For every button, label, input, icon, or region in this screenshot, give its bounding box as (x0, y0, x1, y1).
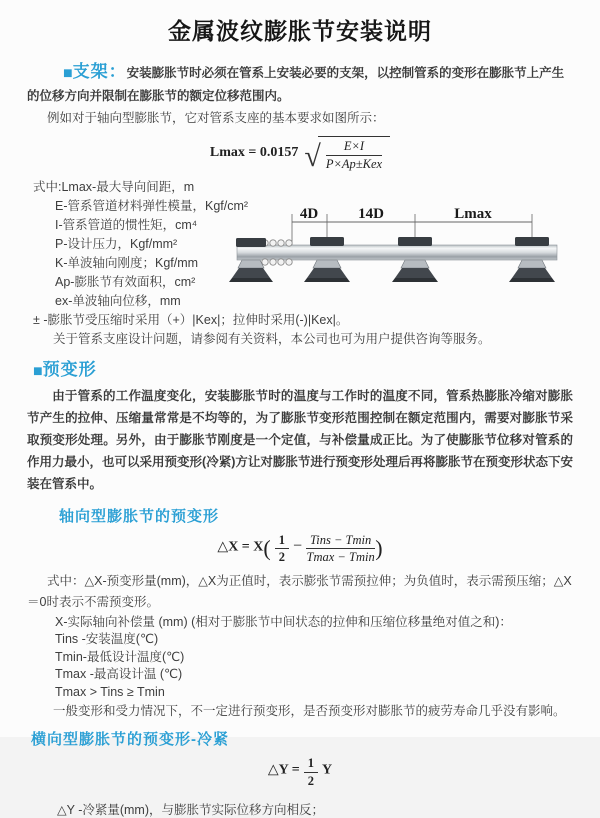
axial-note-text: 一般变形和受力情况下，不一定进行预变形，是否预变形对膨胀节的疲劳寿命几乎没有影响。 (53, 704, 566, 719)
half-denominator: 2 (278, 550, 285, 565)
temperature-fraction (306, 533, 375, 565)
close-paren: ) (375, 535, 383, 561)
section-support (27, 61, 573, 107)
pipe-support-diagram (235, 202, 597, 302)
section-predeform (27, 359, 573, 383)
half-numerator: 1 (304, 756, 318, 772)
def-item: ex-单波轴向位移，mm (55, 294, 181, 308)
def-item: E-管系管道材料弹性模量，Kgf/cm² (55, 199, 249, 213)
lmax-formula (27, 136, 573, 172)
sign-note: ± -膨胀节受压缩时采用（+）|Kex|；拉伸时采用(-)|Kex|。 (33, 313, 349, 327)
predeform-body: 由于管系的工作温度变化，安装膨胀节时的温度与工作时的温度不同，管系热膨胀冷缩对膨胀节产生的拉伸、压缩量常常是不均等的，为了膨胀节变形范围控制在额定范围内，需要对膨胀节采取预变形处理。另外，由于膨胀节刚度是一个定值，与补偿量成正比。为了使膨胀节位移对管系的作用力最小，也可以采用预变形(冷紧)方让对膨胀节进行预变形处理后再将膨胀节在预变形状态下安装在管系中。 (27, 389, 573, 491)
dim-label-14d: 14D (358, 206, 384, 222)
lateral-formula-lhs: △Y = (267, 762, 300, 778)
defs-label: 式中:Lmax-最大导向间距，m (33, 180, 195, 194)
lateral-formula-rhs: Y (321, 762, 333, 778)
dim-label-lmax: Lmax (454, 206, 492, 222)
temp-denominator: Tmax − Tmin (306, 550, 375, 565)
minus-sign: − (292, 537, 302, 555)
def-item: P-设计压力，Kgf/mm² (55, 237, 178, 251)
section-square-icon: ■ (33, 363, 43, 380)
half-denominator: 2 (307, 773, 314, 788)
predeform-body-text (27, 385, 573, 495)
lateral-formula (27, 756, 573, 788)
lmax-formula-lhs: Lmax = 0.0157 (209, 145, 299, 160)
section-square-icon: ■ (63, 65, 73, 82)
dim-label-4d: 4D (299, 206, 319, 222)
def-item: Tmin-最低设计温度(℃) (55, 649, 185, 664)
axial-subsection-title: 轴向型膨胀节的预变形 (59, 508, 220, 525)
temp-numerator: Tins − Tmin (306, 533, 375, 549)
def-item: I-管系管道的惯性矩，cm⁴ (55, 218, 198, 232)
def-item: K-单波轴向刚度；Kgf/mm (55, 256, 199, 270)
lmax-formula-denominator: P×Ap±Kex (325, 157, 383, 171)
lmax-formula-fraction (318, 136, 390, 172)
axial-formula-lhs: △X = X (217, 539, 264, 555)
def-item: Tmax -最高设计温 (℃) (55, 667, 183, 682)
service-note: 关于管系支座设计问题，请参阅有关资料，本公司也可为用户提供咨询等服务。 (53, 332, 491, 346)
axial-where-text: 式中：△X-预变形量(mm)，△X为正值时，表示膨张节需预拉伸；为负值时，表示需预压缩；△X＝0时表示不需预变形。 (27, 573, 572, 609)
support-example-text: 例如对于轴向型膨胀节，它对管系支座的基本要求如图所示： (47, 111, 385, 125)
def-item: X-实际轴向补偿量 (mm) (相对于膨胀节中间状态的拉伸和压缩位移量绝对值之和)： (55, 614, 512, 629)
axial-formula (27, 533, 573, 565)
axial-definitions (27, 614, 573, 702)
support-intro-text: 安装膨胀节时必须在管系上安装必要的支架，以控制管系的变形在膨胀节上产生的位移方向并限制在膨胀节的额定位移范围内。 (27, 66, 565, 103)
one-half-fraction (275, 533, 289, 565)
support-section-title: 支架： (72, 62, 127, 81)
support-definitions-zone (27, 178, 573, 349)
one-half-fraction (304, 756, 318, 788)
half-numerator: 1 (275, 533, 289, 549)
radical-sign: √ (304, 140, 321, 173)
lateral-subsection-title: 横向型膨胀节的预变形-冷紧 (31, 731, 229, 749)
page-title: 金属波纹膨胀节安装说明 (168, 18, 432, 44)
def-item: Tmax > Tins ≥ Tmin (55, 684, 165, 699)
pipe (237, 245, 557, 260)
def-item: Tins -安装温度(℃) (55, 632, 159, 647)
lateral-note-text: △Y -冷紧量(mm)，与膨胀节实际位移方向相反； (57, 803, 325, 817)
predeform-section-title: 预变形 (42, 360, 97, 379)
open-paren: ( (263, 535, 271, 561)
def-item: Ap-膨胀节有效面积，cm² (55, 275, 196, 289)
lmax-formula-numerator: E×I (326, 139, 382, 156)
